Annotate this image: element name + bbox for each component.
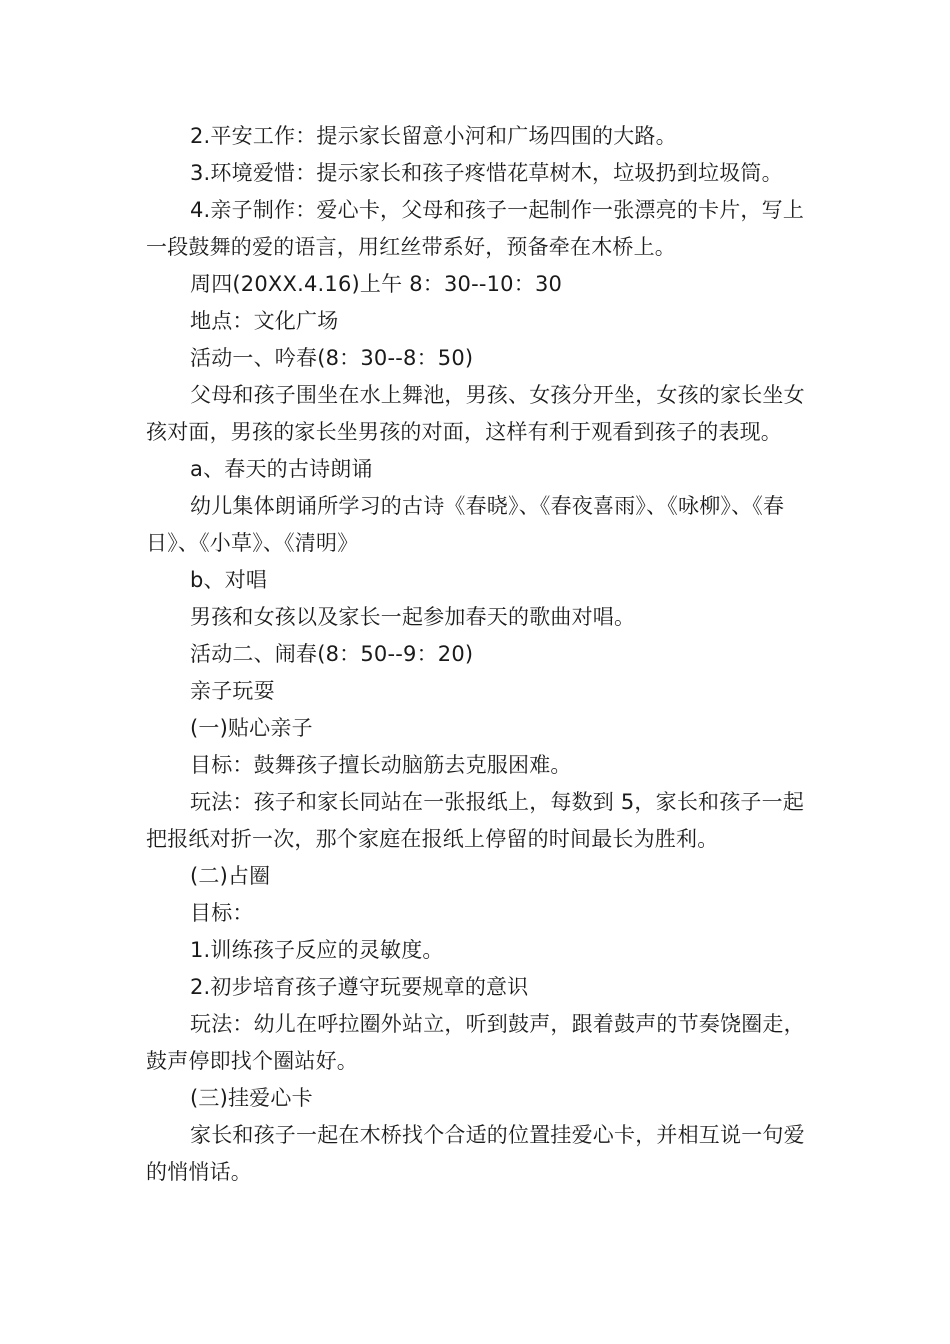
game-one-rules: 玩法：孩子和家长同站在一张报纸上，每数到 5，家长和孩子一起把报纸对折一次，那个家庭在报纸上停留的时间最长为胜利。 [146, 790, 805, 851]
game-one-goal: 目标：鼓舞孩子擅长动脑筋去克服困难。 [190, 753, 572, 777]
paragraph-craft: 4.亲子制作：爱心卡，父母和孩子一起制作一张漂亮的卡片，写上一段鼓舞的爱的语言，用红丝带系好，预备牵在木桥上。 [146, 198, 805, 259]
game-two-rules: 玩法：幼儿在呼拉圈外站立，听到鼓声，跟着鼓声的节奏饶圈走，鼓声停即找个圈站好。 [146, 1012, 805, 1073]
paragraph-duet: 男孩和女孩以及家长一起参加春天的歌曲对唱。 [190, 605, 636, 629]
paragraph-safety: 2.平安工作：提示家长留意小河和广场四围的大路。 [190, 124, 677, 148]
paragraph-seating: 父母和孩子围坐在水上舞池，男孩、女孩分开坐，女孩的家长坐女孩对面，男孩的家长坐男孩的对面，这样有利于观看到孩子的表现。 [146, 383, 805, 444]
paragraph-date: 周四(20XX.4.16)上午 8：30--10：30 [190, 272, 563, 296]
paragraph-environment: 3.环境爱惜：提示家长和孩子疼惜花草树木，垃圾扔到垃圾筒。 [190, 161, 783, 185]
subheading-poem: a、春天的古诗朗诵 [190, 457, 373, 481]
game-one-title: (一)贴心亲子 [190, 716, 313, 740]
paragraph-location: 地点：文化广场 [190, 309, 339, 333]
game-two-title: (二)占圈 [190, 864, 271, 888]
game-three-title: (三)挂爱心卡 [190, 1086, 313, 1110]
subheading-games: 亲子玩耍 [190, 679, 275, 703]
game-three-rules: 家长和孩子一起在木桥找个合适的位置挂爱心卡，并相互说一句爱的悄悄话。 [146, 1123, 805, 1184]
heading-activity-one: 活动一、吟春(8：30--8：50) [190, 346, 474, 370]
paragraph-poem-list: 幼儿集体朗诵所学习的古诗《春晓》、《春夜喜雨》、《咏柳》、《春日》、《小草》、《清明》 [146, 494, 785, 555]
document-body [146, 118, 810, 1191]
game-two-goal-two: 2.初步培育孩子遵守玩要规章的意识 [190, 975, 529, 999]
heading-activity-two: 活动二、闹春(8：50--9：20) [190, 642, 474, 666]
subheading-duet: b、对唱 [190, 568, 268, 592]
game-two-goal-one: 1.训练孩子反应的灵敏度。 [190, 938, 444, 962]
game-two-goal-label: 目标： [190, 901, 254, 925]
